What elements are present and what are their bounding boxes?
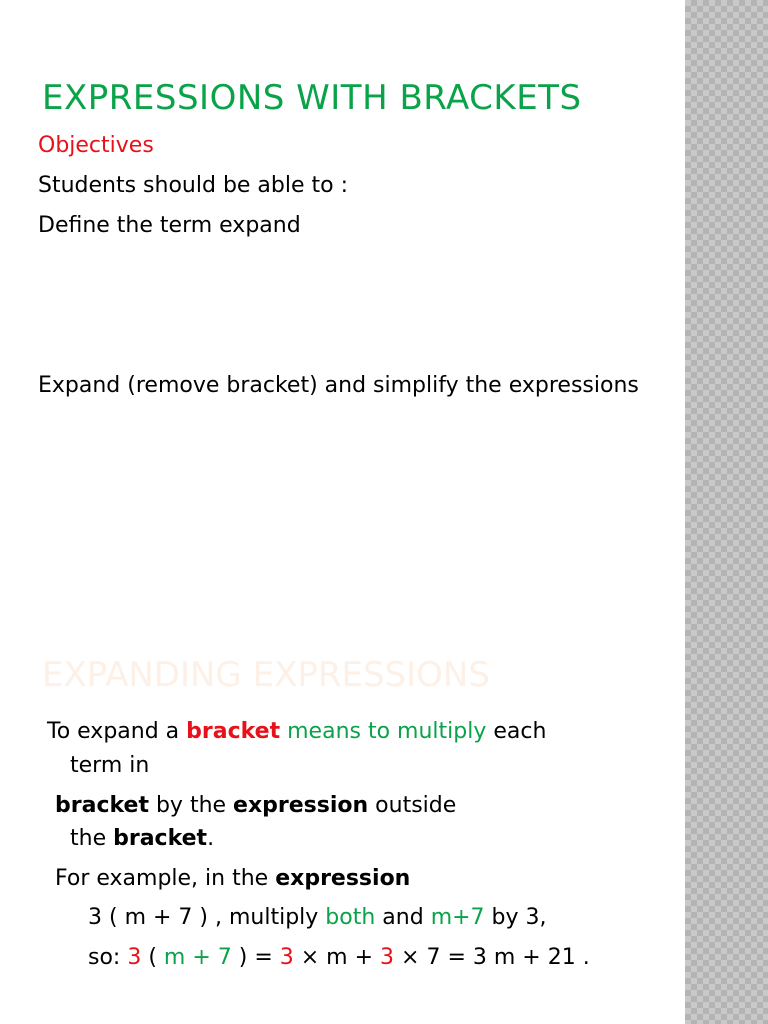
paragraph-continuation: term in xyxy=(70,753,150,778)
highlight-term: 3 xyxy=(279,945,294,970)
text-span: by the xyxy=(148,793,234,818)
objective-line: Expand (remove bracket) and simplify the expressions xyxy=(38,373,639,398)
example-line xyxy=(88,942,590,974)
objective-line: Students should be able to : xyxy=(38,173,349,198)
paragraph xyxy=(55,790,456,822)
highlight-term: both xyxy=(325,905,376,930)
bold-term: expression xyxy=(233,793,369,818)
highlight-term: bracket xyxy=(186,719,281,744)
text-span: To expand a xyxy=(47,719,187,744)
text-span: the xyxy=(70,826,114,851)
bold-term: expression xyxy=(275,866,411,891)
text-span: For example, in the xyxy=(55,866,276,891)
slide-title: EXPANDING EXPRESSIONS xyxy=(42,655,490,695)
slide-title: EXPRESSIONS WITH BRACKETS xyxy=(42,78,582,118)
example-line xyxy=(88,902,547,934)
highlight-term: 3 xyxy=(127,945,142,970)
text-span: each xyxy=(486,719,547,744)
paragraph-continuation xyxy=(70,823,214,855)
text-span: ( xyxy=(141,945,164,970)
highlight-term: 3 xyxy=(380,945,395,970)
text-span: so: xyxy=(88,945,128,970)
text-span: 3 ( m + 7 ) , multiply xyxy=(88,905,326,930)
highlight-term: m+7 xyxy=(430,905,485,930)
text-span: × 7 = 3 m + 21 . xyxy=(394,945,590,970)
text-span: outside xyxy=(368,793,457,818)
side-decorative-pattern xyxy=(685,0,768,1024)
bold-term: bracket xyxy=(113,826,208,851)
text-span: ) = xyxy=(231,945,280,970)
text-span: and xyxy=(375,905,431,930)
text-span: by 3, xyxy=(484,905,547,930)
bold-term: bracket xyxy=(55,793,149,818)
text-span: × m + xyxy=(293,945,381,970)
paragraph xyxy=(55,863,410,895)
highlight-term: m + 7 xyxy=(163,945,232,970)
text-span: . xyxy=(207,826,215,851)
paragraph xyxy=(47,716,546,748)
objective-line: Define the term expand xyxy=(38,213,301,238)
objectives-heading: Objectives xyxy=(38,133,154,158)
highlight-term: means to multiply xyxy=(280,719,487,744)
